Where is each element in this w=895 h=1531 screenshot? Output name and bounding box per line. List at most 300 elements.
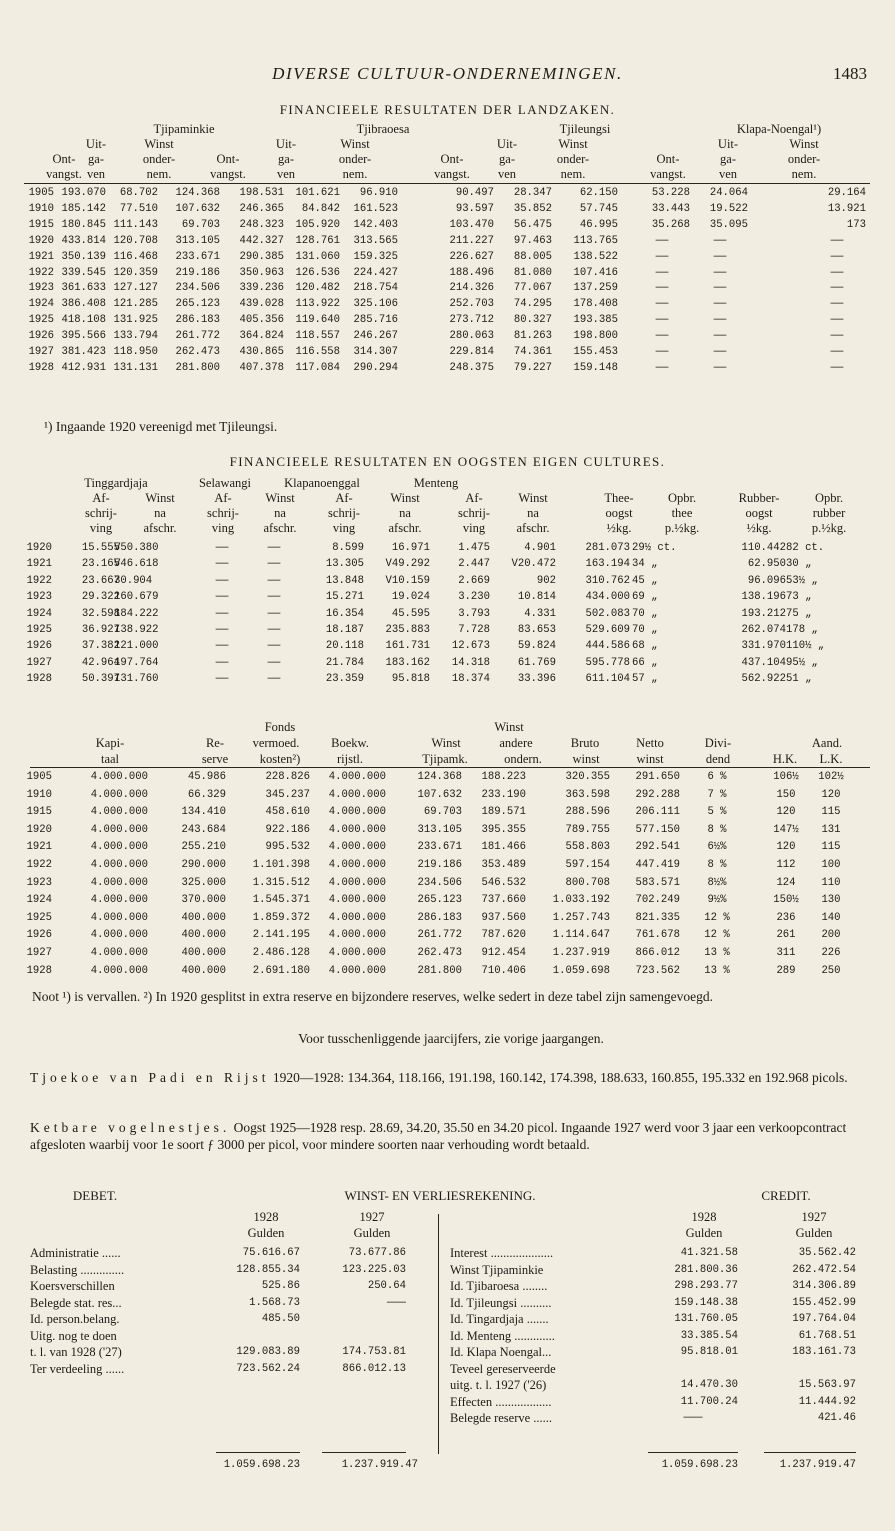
column-label: vangst. xyxy=(210,167,246,181)
table-cell: —— xyxy=(713,298,727,311)
table-row xyxy=(0,281,895,296)
year-label: 1927 xyxy=(801,1210,827,1224)
year-cell: 1920 xyxy=(28,234,54,247)
table-cell: 7 % xyxy=(707,788,727,801)
table-cell: 161.731 xyxy=(385,640,430,653)
table-cell: 103.470 xyxy=(449,218,494,231)
table-cell: 124 xyxy=(776,876,796,889)
table-cell: 577.150 xyxy=(635,823,680,836)
table-cell: 159.148 xyxy=(573,361,618,374)
table-cell: —— xyxy=(215,656,229,669)
column-label: Thee- xyxy=(604,491,634,505)
table-cell: 434.000 xyxy=(585,591,630,604)
table-cell: 183.162 xyxy=(385,656,430,669)
table-cell: 107.416 xyxy=(573,266,618,279)
table-cell: 723.562 xyxy=(635,964,680,977)
sum-rule xyxy=(216,1452,300,1453)
table-cell: 150½ xyxy=(773,894,799,907)
table-cell: 286.183 xyxy=(417,911,462,924)
table-cell: —— xyxy=(830,361,844,374)
page-title: DIVERSE CULTUUR-ONDERNEMINGEN. xyxy=(272,64,623,83)
table-cell: 400.000 xyxy=(181,929,226,942)
paragraph-lead: Ketbare vogelnestjes. xyxy=(30,1120,231,1135)
account-row xyxy=(0,1362,895,1377)
account-value: 75.616.67 xyxy=(242,1247,300,1259)
table-row xyxy=(0,770,895,785)
column-label: Opbr. xyxy=(667,491,697,505)
column-header-2 xyxy=(0,152,895,167)
account-value: 131.760.05 xyxy=(674,1313,738,1325)
table-cell: 131.760 xyxy=(114,673,159,686)
table-cell: 4.000.000 xyxy=(90,823,148,836)
table-cell: 12.673 xyxy=(451,640,490,653)
table-row xyxy=(0,218,895,233)
table-cell: 116.558 xyxy=(295,346,340,358)
group-label: Klapanoenggal xyxy=(284,476,360,490)
total-value: 1.237.919.47 xyxy=(779,1459,856,1471)
table-cell: 286.183 xyxy=(175,314,220,327)
year-cell: 1923 xyxy=(28,282,54,295)
column-label: p.½kg. xyxy=(811,521,847,535)
page-number: 1483 xyxy=(833,64,867,83)
table-cell: 339.545 xyxy=(61,266,106,279)
table-row xyxy=(0,607,895,622)
column-label: Winst xyxy=(265,491,295,505)
column-label: afschr. xyxy=(516,521,550,535)
column-label: Winst xyxy=(518,491,548,505)
table-cell: 113.922 xyxy=(295,298,340,311)
table-cell: 288.596 xyxy=(565,806,610,819)
unit-label: Gulden xyxy=(685,1226,723,1240)
column-label: oogst xyxy=(605,506,633,520)
account-label: Effecten .................. xyxy=(450,1394,552,1409)
column-label: Bruto xyxy=(570,736,600,750)
table-cell: 262.074 xyxy=(741,624,786,636)
table-cell: 262.473 xyxy=(417,947,462,959)
column-label: thee xyxy=(671,506,693,520)
table-cell: 16.971 xyxy=(391,542,430,554)
column-label: rubber xyxy=(812,506,846,520)
column-label: na xyxy=(154,506,166,520)
table-cell: 325.106 xyxy=(353,298,398,311)
group-header xyxy=(0,476,895,491)
table-row xyxy=(0,823,895,838)
table-cell: V20.472 xyxy=(511,558,556,571)
table-cell: 180.845 xyxy=(61,218,106,231)
table-cell: 13 % xyxy=(704,964,730,977)
column-label: Winst xyxy=(789,137,819,151)
account-row xyxy=(0,1329,895,1344)
see-previous-note: Voor tusschenliggende jaarcijfers, zie vorige jaargangen. xyxy=(298,1031,604,1046)
table-cell: 4.000.000 xyxy=(328,964,386,977)
table-cell: 248.375 xyxy=(449,361,494,374)
table-cell: 96.910 xyxy=(359,187,398,199)
account-value: ——— xyxy=(386,1296,406,1309)
table-cell: 4.000.000 xyxy=(90,947,148,959)
table-cell: 77.067 xyxy=(513,282,552,295)
table-cell: 57.745 xyxy=(579,202,618,215)
table-cell: 218.754 xyxy=(353,282,398,295)
table-cell: V49.292 xyxy=(385,558,430,571)
table-cell: 1.237.919 xyxy=(552,947,610,959)
table-cell: 107.632 xyxy=(417,788,462,801)
account-row xyxy=(0,1345,895,1360)
table-cell: 80.327 xyxy=(513,314,552,327)
table-cell: 4.000.000 xyxy=(90,806,148,819)
column-label: H.K. xyxy=(772,752,798,766)
column-label: ving xyxy=(211,521,235,535)
column-label: taal xyxy=(100,752,120,766)
table-cell: 88.005 xyxy=(513,250,552,263)
column-label: schrij- xyxy=(328,506,360,520)
column-label: afschr. xyxy=(143,521,177,535)
group-header xyxy=(0,122,895,137)
table-cell: —— xyxy=(830,282,844,295)
account-value: 314.306.89 xyxy=(792,1280,856,1292)
year-cell: 1928 xyxy=(28,361,54,374)
account-value: 33.385.54 xyxy=(680,1329,738,1342)
table-cell: 4.331 xyxy=(524,607,556,620)
table-cell: —— xyxy=(215,607,229,620)
table-cell: —— xyxy=(215,624,229,636)
table-cell: 33.396 xyxy=(517,673,556,686)
table-cell: —— xyxy=(830,346,844,358)
column-label: ving xyxy=(89,521,113,535)
table-cell: —— xyxy=(267,542,281,554)
table-cell: 30 „ xyxy=(786,558,812,571)
table-cell: —— xyxy=(830,298,844,311)
table-cell: 184.222 xyxy=(114,607,159,620)
table-cell: 115 xyxy=(821,806,841,819)
account-label: Winst Tjipaminkie xyxy=(450,1262,544,1277)
table-cell: 4.000.000 xyxy=(328,894,386,907)
table-cell: 710.406 xyxy=(481,964,526,977)
column-label: ga- xyxy=(499,152,515,166)
account-value: 1.568.73 xyxy=(249,1296,300,1309)
table-cell: 1.545.371 xyxy=(252,894,310,907)
table-cell: 24.064 xyxy=(709,187,748,199)
table-cell: 131 xyxy=(821,823,841,836)
table-cell: 234.506 xyxy=(417,876,462,889)
unit-label: Gulden xyxy=(795,1226,833,1240)
table-cell: 912.454 xyxy=(481,947,526,959)
group-label: Menteng xyxy=(413,476,459,490)
table-cell: —— xyxy=(215,673,229,686)
table-cell: 350.963 xyxy=(239,266,284,279)
table-note: Noot ¹) is vervallen. ²) In 1920 gesplitst in extra reserve en bijzondere reserves, welke sedert in deze tabel zijn samengevoegd. xyxy=(32,989,713,1004)
column-label: vangst. xyxy=(650,167,686,181)
table-cell: 133.794 xyxy=(113,330,158,343)
column-label: Uit- xyxy=(85,137,107,151)
table-cell: 381.423 xyxy=(61,346,106,358)
column-label: onder- xyxy=(787,152,821,166)
table-cell: —— xyxy=(830,266,844,279)
birdnest-paragraph xyxy=(30,1120,870,1153)
account-value: 281.800.36 xyxy=(674,1263,738,1276)
table-cell: 14.318 xyxy=(451,656,490,669)
table-cell: 3.793 xyxy=(458,607,490,620)
column-label: afschr. xyxy=(263,521,297,535)
table-cell: 219.186 xyxy=(417,859,462,871)
column-label: andere xyxy=(499,736,533,750)
table-cell: 35.852 xyxy=(513,202,552,215)
table-cell: 562.922 xyxy=(741,673,786,686)
account-row xyxy=(0,1246,895,1261)
account-value: 11.444.92 xyxy=(798,1395,856,1408)
account-value: 73.677.86 xyxy=(348,1247,406,1259)
table-cell: 160.679 xyxy=(114,591,159,604)
table-cell: 107.632 xyxy=(175,202,220,215)
account-value: 129.083.89 xyxy=(236,1346,300,1358)
account-value: 11.700.24 xyxy=(680,1395,738,1408)
total-value: 1.059.698.23 xyxy=(661,1459,738,1471)
table-cell: 995.532 xyxy=(265,841,310,854)
table-row xyxy=(0,672,895,687)
column-label: Winst xyxy=(558,137,588,151)
column-label: ving xyxy=(332,521,356,535)
column-label: schrij- xyxy=(458,506,490,520)
table-cell: 15.555 xyxy=(81,542,120,554)
table-cell: V10.159 xyxy=(385,574,430,587)
table-cell: 418.108 xyxy=(61,314,106,327)
column-label: Af- xyxy=(92,491,110,505)
table-cell: 74.295 xyxy=(513,298,552,311)
year-header xyxy=(0,1210,895,1225)
table-cell: 120 xyxy=(776,806,796,819)
year-cell: 1924 xyxy=(28,298,54,311)
table-cell: 19.024 xyxy=(391,591,430,604)
table-row xyxy=(0,639,895,654)
table-cell: 127.127 xyxy=(113,282,158,295)
table-cell: 611.104 xyxy=(585,673,630,686)
table-cell: 4.000.000 xyxy=(328,823,386,836)
table-cell: 119.640 xyxy=(295,314,340,327)
table-cell: 737.660 xyxy=(481,894,526,907)
column-label: ven xyxy=(276,167,296,181)
year-cell: 1915 xyxy=(26,806,52,819)
table-cell: 66.329 xyxy=(187,788,226,801)
table-cell: 46.995 xyxy=(579,218,618,231)
table-cell: 395.355 xyxy=(481,823,526,836)
account-label: Belegde stat. res... xyxy=(30,1295,122,1310)
table-cell: 197.764 xyxy=(114,656,159,669)
table-cell: 118.557 xyxy=(295,330,340,343)
account-value: 485.50 xyxy=(261,1313,300,1325)
table-cell: 4.000.000 xyxy=(90,911,148,924)
table-cell: 252.703 xyxy=(449,298,494,311)
table-cell: 33.443 xyxy=(651,202,690,215)
account-label: Interest .................... xyxy=(450,1246,554,1260)
table-cell: 311 xyxy=(776,947,796,959)
account-value: 723.562.24 xyxy=(236,1362,300,1375)
table-cell: 45 „ xyxy=(632,574,658,587)
table-cell: 8½% xyxy=(707,876,727,889)
table-row xyxy=(0,202,895,217)
table-cell: 29.164 xyxy=(827,187,866,199)
account-title-row xyxy=(0,1188,895,1203)
table-cell: 246.365 xyxy=(239,202,284,215)
column-label: Ont- xyxy=(52,152,76,166)
table-cell: 2.691.180 xyxy=(252,964,310,977)
table-cell: 200 xyxy=(821,929,841,942)
table-cell: 4.000.000 xyxy=(90,964,148,977)
table-cell: 178 „ xyxy=(786,624,818,636)
table-cell: 922.186 xyxy=(265,823,310,836)
table-cell: 219.186 xyxy=(175,266,220,279)
column-label: Ont- xyxy=(216,152,240,166)
table-cell: 290.385 xyxy=(239,250,284,263)
table-cell: 364.824 xyxy=(239,330,284,343)
table-cell: 281.800 xyxy=(417,964,462,977)
table-row xyxy=(0,297,895,312)
table-cell: 437.104 xyxy=(741,656,786,669)
year-cell: 1924 xyxy=(26,607,52,620)
table-cell: 702.249 xyxy=(635,894,680,907)
table-cell: 400.000 xyxy=(181,964,226,977)
column-label: afschr. xyxy=(388,521,422,535)
account-value: 61.768.51 xyxy=(798,1329,856,1342)
table-cell: 1.114.647 xyxy=(552,929,610,942)
sum-rule xyxy=(648,1452,738,1453)
table-cell: 246.267 xyxy=(353,330,398,343)
table-cell: 23.667 xyxy=(81,574,120,587)
group-label: Tjibraoesa xyxy=(356,122,410,136)
table-cell: 400.000 xyxy=(181,911,226,924)
table-cell: 226 xyxy=(821,947,841,959)
table-cell: 546.532 xyxy=(481,876,526,889)
table-cell: —— xyxy=(655,346,669,358)
account-label: Administratie ...... xyxy=(30,1246,121,1260)
paragraph-text: Oogst 1925—1928 resp. 28.69, 34.20, 35.50 en 34.20 picol. Ingaande 1927 werd voor 3 jaar een verkoopcontract afgesloten waarbij voor 1e soort ƒ 3000 per picol, voor mindere soorten naar verhouding wordt betaald. xyxy=(30,1120,847,1152)
table-cell: 75 „ xyxy=(786,607,812,620)
table-cell: 83.653 xyxy=(517,624,556,636)
table-row xyxy=(0,858,895,873)
table-cell: 120.359 xyxy=(113,266,158,279)
group-label: Selawangi xyxy=(198,476,252,490)
account-label: Koersverschillen xyxy=(30,1279,115,1293)
table-cell: 447.419 xyxy=(635,859,680,871)
table-cell: 789.755 xyxy=(565,823,610,836)
table-cell: 361.633 xyxy=(61,282,106,295)
column-label: Fonds xyxy=(264,720,296,734)
table-cell: 110.442 xyxy=(741,542,786,554)
table-cell: 93.597 xyxy=(455,202,494,215)
account-row xyxy=(0,1378,895,1393)
column-label: na xyxy=(274,506,286,520)
table-cell: 95½ „ xyxy=(786,656,818,669)
table-cell: 150 xyxy=(776,788,796,801)
table-cell: 70 „ xyxy=(632,624,658,636)
column-label: Winst xyxy=(340,137,370,151)
table-cell: —— xyxy=(267,673,281,686)
table-cell: 226.627 xyxy=(449,250,494,263)
column-label: ving xyxy=(462,521,486,535)
table-cell: —— xyxy=(713,266,727,279)
table-cell: —— xyxy=(655,330,669,343)
column-label: ½kg. xyxy=(606,521,632,535)
column-header xyxy=(0,506,895,521)
column-label: ga- xyxy=(720,152,736,166)
table-cell: 439.028 xyxy=(239,298,284,311)
table-cell: 228.826 xyxy=(265,771,310,783)
table-cell: 412.931 xyxy=(61,361,106,374)
table-cell: 1.033.192 xyxy=(552,894,610,907)
column-label: Winst xyxy=(390,491,420,505)
table-cell: 234.506 xyxy=(175,282,220,295)
account-label: Belasting .............. xyxy=(30,1262,125,1277)
rice-harvest-paragraph xyxy=(30,1070,870,1087)
table-cell: 290.000 xyxy=(181,859,226,871)
year-cell: 1925 xyxy=(26,624,52,636)
account-row xyxy=(0,1263,895,1278)
table-row xyxy=(0,345,895,360)
credit-label: CREDIT. xyxy=(761,1188,811,1203)
year-cell: 1921 xyxy=(28,250,54,263)
table-cell: —— xyxy=(215,591,229,604)
table-cell: 4.000.000 xyxy=(90,876,148,889)
column-label: Boekw. xyxy=(331,736,369,750)
table-cell: 32.598 xyxy=(81,607,120,620)
table-cell: 21.784 xyxy=(325,656,364,669)
table-cell: 173 xyxy=(846,218,866,231)
column-label: Uit- xyxy=(275,137,297,151)
table-cell: —— xyxy=(830,314,844,327)
column-label: winst xyxy=(636,752,664,766)
column-label: Ont- xyxy=(656,152,680,166)
table-cell: 198.531 xyxy=(239,187,284,199)
column-label: ½kg. xyxy=(746,521,772,535)
table-cell: 4.000.000 xyxy=(90,929,148,942)
table-cell: 370.000 xyxy=(181,894,226,907)
table-cell: 90.497 xyxy=(455,187,494,199)
year-cell: 1921 xyxy=(26,841,52,854)
column-label: rijstl. xyxy=(336,752,364,766)
table-cell: 529.609 xyxy=(585,624,630,636)
table-cell: 137.259 xyxy=(573,282,618,295)
column-label: na xyxy=(399,506,411,520)
table-cell: 866.012 xyxy=(635,947,680,959)
table-cell: 281.073 xyxy=(585,542,630,554)
column-label: oogst xyxy=(745,506,773,520)
sum-rule xyxy=(764,1452,856,1453)
header-rule xyxy=(30,767,870,768)
year-cell: 1924 xyxy=(26,894,52,907)
table-cell: 193.070 xyxy=(61,187,106,199)
table-cell: —— xyxy=(655,266,669,279)
table-cell: 235.883 xyxy=(385,624,430,636)
table-cell: 131.060 xyxy=(295,250,340,263)
table-cell: 124.368 xyxy=(417,771,462,783)
year-cell: 1922 xyxy=(28,266,54,279)
table-cell: 66 „ xyxy=(632,656,658,669)
year-cell: 1926 xyxy=(26,929,52,942)
column-label: p.½kg. xyxy=(664,521,700,535)
column-label: serve xyxy=(201,752,229,766)
account-value: 525.86 xyxy=(261,1280,300,1292)
table-cell: 13.848 xyxy=(325,574,364,587)
column-label: schrij- xyxy=(207,506,239,520)
column-label: nem. xyxy=(560,167,586,181)
column-label: na xyxy=(527,506,539,520)
table-row xyxy=(0,623,895,638)
table-cell: 159.325 xyxy=(353,250,398,263)
table-cell: 250 xyxy=(821,964,841,977)
column-label: ga- xyxy=(88,152,104,166)
table-cell: 290.294 xyxy=(353,361,398,374)
table-cell: 350.139 xyxy=(61,250,106,263)
year-cell: 1925 xyxy=(26,911,52,924)
year-cell: 1905 xyxy=(28,187,54,199)
